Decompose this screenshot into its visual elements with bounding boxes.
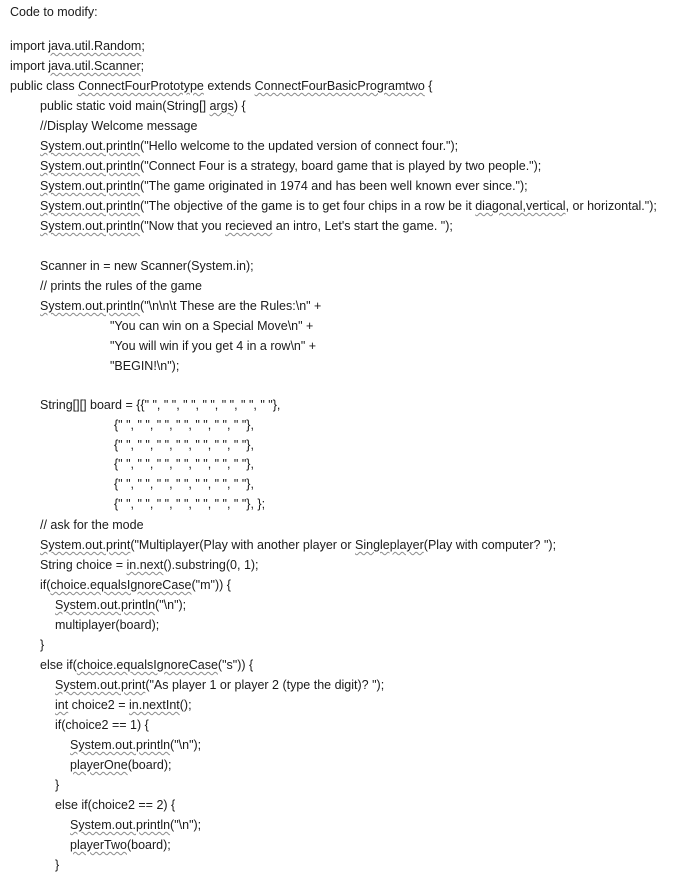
code-line — [0, 695, 697, 715]
code-line — [0, 815, 697, 835]
code-text: (board); — [127, 757, 172, 772]
code-text: ; — [141, 39, 145, 53]
code-text: choice2 = — [68, 697, 130, 712]
underlined-token: System.out.println — [40, 159, 141, 173]
code-text: ; — [140, 59, 145, 73]
code-line — [0, 36, 697, 56]
code-text: (board); — [126, 837, 171, 852]
code-line — [0, 356, 697, 376]
code-line — [0, 336, 697, 356]
underlined-token: System.out.println — [40, 199, 141, 213]
code-text: ("s")) { — [217, 657, 254, 672]
code-line — [0, 635, 697, 655]
code-text: ("Hello welcome to the updated version of connect four."); — [140, 139, 459, 153]
code-line — [0, 615, 697, 635]
code-text: multiplayer(board); — [55, 617, 160, 632]
code-line — [0, 595, 697, 615]
code-text: {" ", " ", " ", " ", " ", " ", " "}, — [114, 477, 254, 492]
code-text: an intro, Let's start the game. "); — [272, 219, 453, 233]
underlined-token: System.out.print — [40, 537, 131, 552]
underlined-token: System.out.println — [70, 737, 171, 752]
code-text: else if(choice2 == 2) { — [55, 797, 176, 812]
code-text: {" ", " ", " ", " ", " ", " ", " "}, }; — [114, 496, 266, 511]
code-text: ) { — [233, 99, 246, 113]
code-text: ().substring(0, 1); — [163, 557, 259, 572]
code-line — [0, 396, 697, 416]
underlined-token: ConnectFourBasicProgramtwo — [254, 79, 425, 93]
code-text: "You can win on a Special Move\n" + — [110, 319, 314, 333]
code-line — [0, 715, 697, 735]
code-text: (); — [179, 697, 192, 712]
code-line — [0, 156, 697, 176]
code-text: "BEGIN!\n"); — [110, 359, 180, 373]
code-text: { — [424, 79, 433, 93]
underlined-token: in.nextInt — [129, 697, 180, 712]
code-line — [0, 475, 697, 495]
code-line — [0, 196, 697, 216]
code-text: ("\n\n\t These are the Rules:\n" + — [140, 299, 322, 313]
code-text: String[][] board = {{" ", " ", " ", " ", " ", " ", " "}, — [40, 398, 281, 412]
underlined-token: in.next — [126, 557, 164, 572]
code-line — [0, 416, 697, 436]
underlined-token: recieved — [225, 219, 273, 233]
code-text: ("\n"); — [170, 817, 202, 832]
code-text: ("Multiplayer(Play with another player or — [130, 537, 355, 552]
code-text: ("Now that you — [140, 219, 226, 233]
underlined-token: java.util.Random — [48, 39, 142, 53]
code-line — [0, 316, 697, 336]
code-line — [0, 735, 697, 755]
code-text: } — [55, 777, 60, 792]
underlined-token: System.out.println — [40, 299, 141, 313]
code-line — [0, 116, 697, 136]
code-text: ("Connect Four is a strategy, board game that is played by two people."); — [140, 159, 542, 173]
code-line — [0, 256, 697, 276]
underlined-token: System.out.println — [40, 179, 141, 193]
underlined-token: diagonal,vertical — [475, 199, 566, 213]
underlined-token: System.out.println — [40, 139, 141, 153]
code-line — [0, 495, 697, 515]
code-line — [0, 515, 697, 535]
code-line — [0, 436, 697, 456]
underlined-token: ConnectFourPrototype — [78, 79, 204, 93]
code-text: ("\n"); — [170, 737, 202, 752]
code-text: ("The game originated in 1974 and has been well known ever since."); — [140, 179, 528, 193]
code-line — [0, 655, 697, 675]
code-text: import — [10, 39, 49, 53]
code-text: , or horizontal."); — [565, 199, 657, 213]
code-text: {" ", " ", " ", " ", " ", " ", " "}, — [114, 457, 254, 472]
code-text: extends — [203, 79, 255, 93]
code-text: ("m")) { — [191, 577, 231, 592]
code-line — [0, 56, 697, 76]
code-text: ("\n"); — [155, 597, 187, 612]
code-line — [0, 96, 697, 116]
underlined-token: playerTwo — [70, 837, 127, 852]
code-line — [0, 376, 697, 396]
code-text: public class — [10, 79, 79, 93]
underlined-token: args — [209, 99, 234, 113]
code-text: "You will win if you get 4 in a row\n" + — [110, 339, 317, 353]
code-text: ("As player 1 or player 2 (type the digit)? "); — [145, 677, 385, 692]
code-text: // prints the rules of the game — [40, 279, 202, 293]
document-title: Code to modify: — [10, 5, 98, 19]
code-line — [0, 855, 697, 875]
code-text: } — [55, 857, 60, 872]
code-text: Scanner in = new Scanner(System.in); — [40, 259, 254, 273]
code-text: public static void main(String[] — [40, 99, 210, 113]
code-line — [0, 136, 697, 156]
underlined-token: System.out.println — [40, 219, 141, 233]
code-line — [0, 535, 697, 555]
code-line — [0, 675, 697, 695]
code-line — [0, 835, 697, 855]
code-text: {" ", " ", " ", " ", " ", " ", " "}, — [114, 417, 254, 432]
code-text: ("The objective of the game is to get four chips in a row be it — [140, 199, 476, 213]
underlined-token: choice.equalsIgnoreCase — [76, 657, 218, 672]
code-line — [0, 176, 697, 196]
underlined-token: System.out.print — [55, 677, 146, 692]
underlined-token: int — [55, 697, 69, 712]
code-text: } — [40, 637, 45, 652]
underlined-token: choice.equalsIgnoreCase — [50, 577, 192, 592]
code-line — [0, 296, 697, 316]
code-line — [0, 795, 697, 815]
code-text: if(choice2 == 1) { — [55, 717, 149, 732]
code-line — [0, 575, 697, 595]
underlined-token: System.out.println — [55, 597, 156, 612]
code-line — [0, 76, 697, 96]
underlined-token: System.out.println — [70, 817, 171, 832]
code-line — [0, 276, 697, 296]
code-line — [0, 216, 697, 236]
code-line — [0, 455, 697, 475]
underlined-token: Singleplayer — [355, 537, 424, 552]
code-line — [0, 755, 697, 775]
code-text: if( — [40, 577, 51, 592]
code-text: //Display Welcome message — [40, 119, 198, 133]
code-text: // ask for the mode — [40, 517, 144, 532]
code-block — [0, 36, 697, 875]
code-text: import — [10, 59, 49, 73]
code-text: {" ", " ", " ", " ", " ", " ", " "}, — [114, 437, 254, 452]
code-line — [0, 236, 697, 256]
underlined-token: playerOne — [70, 757, 128, 772]
code-text: else if( — [40, 657, 77, 672]
code-text: (Play with computer? "); — [423, 537, 557, 552]
code-line — [0, 555, 697, 575]
code-text: String choice = — [40, 557, 127, 572]
code-line — [0, 775, 697, 795]
underlined-token: java.util.Scanner — [48, 59, 141, 73]
